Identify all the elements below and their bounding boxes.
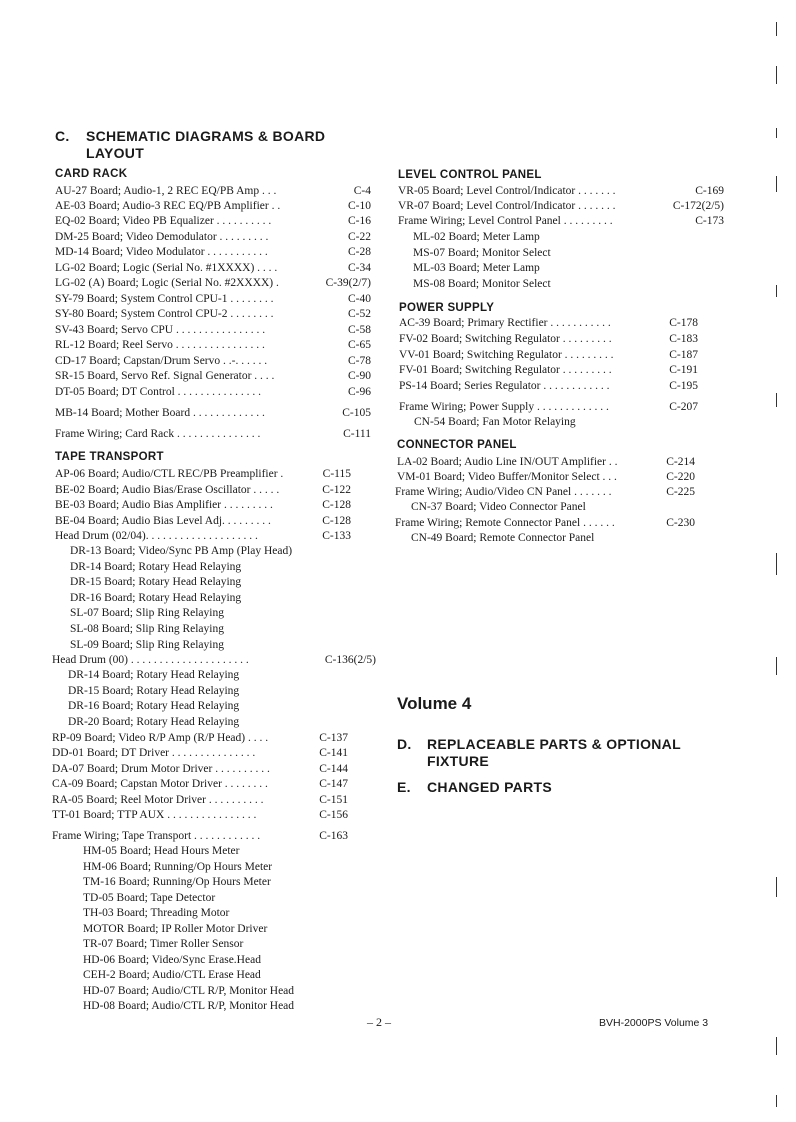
scan-mark [776, 22, 777, 36]
entry-page: C-144 [319, 763, 348, 775]
cn-37-subentry: CN-37 Board; Video Connector Panel [411, 501, 586, 513]
toc-entry [52, 763, 348, 777]
entry-page: C-10 [348, 200, 371, 212]
entry-page: C-136(2/5) [324, 654, 376, 666]
entry-page: C-183 [669, 333, 698, 345]
section-d-letter: D. [397, 736, 412, 752]
toc-entry [55, 515, 351, 529]
toc-entry [52, 809, 348, 823]
entry-page: C-225 [666, 486, 695, 498]
toc-subentry: MS-07 Board; Monitor Select [413, 246, 551, 259]
level-control-heading: LEVEL CONTROL PANEL [398, 169, 542, 181]
frame-wiring-tape-transport-entry [52, 830, 348, 844]
toc-subentry: HD-07 Board; Audio/CTL R/P, Monitor Head [83, 984, 295, 997]
toc-subentry: SL-07 Board; Slip Ring Relaying [70, 607, 224, 620]
toc-subentry: HD-08 Board; Audio/CTL R/P, Monitor Head [83, 1000, 295, 1012]
entry-page: C-128 [322, 515, 351, 527]
toc-subentry: HM-05 Board; Head Hours Meter [83, 845, 240, 857]
toc-entry [399, 317, 698, 331]
toc-entry [55, 277, 371, 291]
toc-entry [395, 517, 695, 531]
section-e-title: CHANGED PARTS [427, 779, 552, 795]
toc-entry [398, 215, 724, 229]
toc-entry [55, 308, 371, 322]
toc-entry [55, 293, 371, 307]
toc-entry [395, 486, 695, 500]
entry-title: Frame Wiring; Audio/Video CN Panel . . . . . . . [395, 486, 612, 498]
toc-subentry: DR-15 Board; Rotary Head Relaying [68, 684, 240, 697]
section-e-letter: E. [397, 779, 411, 795]
entry-page: C-187 [669, 349, 698, 361]
section-d-title-line2: FIXTURE [427, 753, 489, 769]
entry-page: C-195 [669, 380, 698, 392]
entry-page: C-111 [343, 428, 371, 440]
toc-entry [55, 370, 371, 384]
scan-mark [776, 176, 777, 192]
toc-entry [55, 428, 371, 442]
entry-title: BE-02 Board; Audio Bias/Erase Oscillator . . . . . [55, 484, 280, 496]
entry-title: Frame Wiring; Tape Transport . . . . . . . . . . . . [52, 830, 261, 842]
scan-mark [776, 877, 777, 897]
entry-title: SR-15 Board, Servo Ref. Signal Generator . . . . [55, 370, 275, 382]
entry-page: C-28 [348, 246, 371, 258]
entry-title: CD-17 Board; Capstan/Drum Servo . .-. . . . . . [55, 355, 268, 367]
entry-page: C-156 [319, 809, 348, 821]
entry-title: AP-06 Board; Audio/CTL REC/PB Preamplifier . [55, 468, 284, 480]
cn-54-subentry: CN-54 Board; Fan Motor Relaying [414, 416, 576, 428]
entry-page: C-141 [319, 747, 348, 759]
entry-page: C-151 [319, 794, 348, 806]
entry-page: C-4 [353, 185, 371, 197]
section-c-letter: C. [55, 128, 70, 144]
toc-entry [55, 499, 351, 513]
entry-page: C-78 [348, 355, 371, 367]
toc-entry [399, 401, 698, 415]
entry-page: C-173 [695, 215, 724, 227]
entry-page: C-169 [695, 185, 724, 197]
toc-entry [55, 407, 371, 421]
scan-mark [776, 393, 777, 407]
toc-entry [55, 484, 351, 498]
power-supply-heading: POWER SUPPLY [399, 302, 495, 314]
entry-title: CA-09 Board; Capstan Motor Driver . . . . . . . . [52, 778, 268, 790]
entry-page: C-147 [319, 778, 348, 790]
scan-mark [776, 553, 777, 575]
scan-mark [776, 285, 777, 297]
entry-title: Frame Wiring; Power Supply . . . . . . . . . . . . . [399, 401, 609, 413]
toc-subentry: HD-06 Board; Video/Sync Erase.Head [83, 953, 261, 966]
tape-transport-heading: TAPE TRANSPORT [55, 451, 164, 463]
toc-entry [399, 333, 698, 347]
entry-title: Frame Wiring; Card Rack . . . . . . . . . . . . . . . [55, 428, 261, 440]
entry-title: FV-01 Board; Switching Regulator . . . . . . . . . [399, 364, 612, 376]
volume-4-title: Volume 4 [397, 694, 472, 713]
toc-subentry: DR-16 Board; Rotary Head Relaying [70, 591, 242, 604]
entry-title: SY-80 Board; System Control CPU-2 . . . . . . . . [55, 308, 274, 320]
head-drum-00-entry [52, 654, 376, 668]
toc-entry [55, 339, 371, 353]
toc-subentry: TM-16 Board; Running/Op Hours Meter [83, 876, 271, 888]
entry-page: C-207 [669, 401, 698, 413]
section-c-title-line1: SCHEMATIC DIAGRAMS & BOARD [86, 128, 326, 144]
toc-subentry: MS-08 Board; Monitor Select [413, 278, 551, 291]
entry-page: C-40 [348, 293, 371, 305]
entry-title: MD-14 Board; Video Modulator . . . . . . . . . . . [55, 246, 268, 258]
entry-page: C-178 [669, 317, 698, 329]
entry-title: DT-05 Board; DT Control . . . . . . . . . . . . . . . [55, 386, 262, 398]
entry-page: C-16 [348, 215, 371, 227]
entry-title: TT-01 Board; TTP AUX . . . . . . . . . . . . . . . . [52, 809, 257, 821]
toc-subentry: DR-14 Board; Rotary Head Relaying [70, 560, 242, 573]
entry-title: DD-01 Board; DT Driver . . . . . . . . . . . . . . . [52, 747, 256, 759]
section-c-title-line2: LAYOUT [86, 145, 145, 161]
card-rack-heading: CARD RACK [55, 168, 128, 180]
entry-title: BE-04 Board; Audio Bias Level Adj. . . . . . . . . [55, 515, 271, 527]
entry-page: C-133 [322, 530, 351, 542]
toc-entry [55, 324, 371, 338]
entry-title: VR-05 Board; Level Control/Indicator . . . . . . . [398, 185, 616, 197]
toc-entry [399, 349, 698, 363]
toc-subentry: DR-15 Board; Rotary Head Relaying [70, 576, 242, 589]
toc-subentry: MOTOR Board; IP Roller Motor Driver [83, 922, 268, 935]
entry-page: C-58 [348, 324, 371, 336]
toc-subentry: TD-05 Board; Tape Detector [83, 891, 216, 904]
entry-title: RA-05 Board; Reel Motor Driver . . . . . . . . . . [52, 794, 264, 806]
entry-page: C-105 [342, 407, 371, 419]
entry-title: AE-03 Board; Audio-3 REC EQ/PB Amplifier . . [55, 200, 281, 212]
toc-entry [397, 456, 695, 470]
toc-entry [399, 380, 698, 394]
entry-title: SV-43 Board; Servo CPU . . . . . . . . . . . . . . . . [55, 324, 266, 336]
toc-entry [55, 231, 371, 245]
entry-page: C-122 [322, 484, 351, 496]
scan-mark [776, 1095, 777, 1107]
entry-title: VR-07 Board; Level Control/Indicator . . . . . . . [398, 200, 616, 212]
entry-title: SY-79 Board; System Control CPU-1 . . . . . . . . [55, 293, 274, 305]
entry-page: C-172(2/5) [672, 200, 724, 212]
entry-title: DA-07 Board; Drum Motor Driver . . . . . . . . . . [52, 763, 270, 775]
toc-subentry: SL-08 Board; Slip Ring Relaying [70, 623, 224, 635]
entry-page: C-163 [319, 830, 348, 842]
toc-subentry: HM-06 Board; Running/Op Hours Meter [83, 860, 273, 873]
toc-subentry: ML-03 Board; Meter Lamp [413, 262, 540, 275]
cn-49-subentry: CN-49 Board; Remote Connector Panel [411, 532, 595, 544]
toc-subentry: DR-16 Board; Rotary Head Relaying [68, 700, 240, 713]
toc-entry [55, 262, 371, 276]
toc-entry [52, 747, 348, 761]
toc-entry [55, 246, 371, 260]
toc-subentry: CEH-2 Board; Audio/CTL Erase Head [83, 969, 261, 981]
toc-entry [398, 185, 724, 199]
entry-page: C-65 [348, 339, 371, 351]
scan-mark [776, 1037, 777, 1055]
entry-page: C-128 [322, 499, 351, 511]
section-c-title [86, 128, 325, 162]
toc-subentry: TR-07 Board; Timer Roller Sensor [83, 938, 244, 950]
entry-page: C-22 [348, 231, 371, 243]
entry-title: Head Drum (00) . . . . . . . . . . . . . . . . . . . . . [52, 654, 249, 666]
document-id: BVH-2000PS Volume 3 [599, 1017, 709, 1029]
page-number: – 2 – [367, 1015, 391, 1029]
entry-page: C-220 [666, 471, 695, 483]
section-d-title [427, 736, 681, 770]
toc-entry [52, 794, 348, 808]
entry-title: LG-02 Board; Logic (Serial No. #1XXXX) . . . . [55, 262, 278, 274]
entry-title: FV-02 Board; Switching Regulator . . . . . . . . . [399, 333, 612, 345]
entry-title: AU-27 Board; Audio-1, 2 REC EQ/PB Amp . . . [55, 185, 277, 197]
scan-mark [776, 128, 777, 138]
entry-title: RP-09 Board; Video R/P Amp (R/P Head) . . . . [52, 732, 269, 744]
toc-subentry: DR-13 Board; Video/Sync PB Amp (Play Head) [70, 545, 293, 557]
entry-title: LA-02 Board; Audio Line IN/OUT Amplifier . . [397, 456, 618, 468]
toc-entry [55, 215, 371, 229]
toc-entry [55, 355, 371, 369]
entry-page: C-34 [348, 262, 371, 274]
scan-mark [776, 657, 777, 675]
entry-page: C-191 [669, 364, 698, 376]
entry-page: C-214 [666, 456, 695, 468]
entry-title: BE-03 Board; Audio Bias Amplifier . . . . . . . . . [55, 499, 273, 511]
section-d-title-line1: REPLACEABLE PARTS & OPTIONAL [427, 736, 681, 752]
entry-page: C-96 [348, 386, 371, 398]
toc-entry [55, 468, 351, 482]
entry-title: EQ-02 Board; Video PB Equalizer . . . . . . . . . . [55, 215, 272, 227]
entry-page: C-137 [319, 732, 348, 744]
toc-subentry: SL-09 Board; Slip Ring Relaying [70, 638, 224, 651]
toc-entry [399, 364, 698, 378]
toc-entry [55, 386, 371, 400]
entry-title: MB-14 Board; Mother Board . . . . . . . . . . . . . [55, 407, 265, 419]
entry-title: RL-12 Board; Reel Servo . . . . . . . . . . . . . . . . [55, 339, 265, 351]
toc-subentry: ML-02 Board; Meter Lamp [413, 231, 540, 243]
toc-entry [55, 200, 371, 214]
toc-entry [397, 471, 695, 485]
entry-title: Frame Wiring; Level Control Panel . . . . . . . . . [398, 215, 613, 227]
entry-title: VM-01 Board; Video Buffer/Monitor Select . . . [397, 471, 617, 483]
entry-page: C-39(2/7) [325, 277, 371, 289]
entry-title: AC-39 Board; Primary Rectifier . . . . . . . . . . . [399, 317, 611, 329]
toc-entry [55, 185, 371, 199]
toc-entry [55, 530, 351, 544]
entry-title: PS-14 Board; Series Regulator . . . . . . . . . . . . [399, 380, 610, 392]
toc-entry [398, 200, 724, 214]
entry-title: Head Drum (02/04). . . . . . . . . . . . . . . . . . . . [55, 530, 258, 542]
entry-title: VV-01 Board; Switching Regulator . . . . . . . . . [399, 349, 614, 361]
entry-page: C-90 [348, 370, 371, 382]
connector-panel-heading: CONNECTOR PANEL [397, 439, 517, 451]
entry-page: C-230 [666, 517, 695, 529]
scan-mark [776, 66, 777, 84]
toc-subentry: TH-03 Board; Threading Motor [83, 907, 230, 919]
entry-title: DM-25 Board; Video Demodulator . . . . . . . . . [55, 231, 269, 243]
entry-title: Frame Wiring; Remote Connector Panel . . . . . . [395, 517, 615, 529]
entry-page: C-52 [348, 308, 371, 320]
toc-entry [52, 732, 348, 746]
entry-page: C-115 [322, 468, 351, 480]
toc-subentry: DR-20 Board; Rotary Head Relaying [68, 715, 240, 728]
entry-title: LG-02 (A) Board; Logic (Serial No. #2XXXX) . [55, 277, 279, 289]
toc-subentry: DR-14 Board; Rotary Head Relaying [68, 669, 240, 681]
toc-entry [52, 778, 348, 792]
